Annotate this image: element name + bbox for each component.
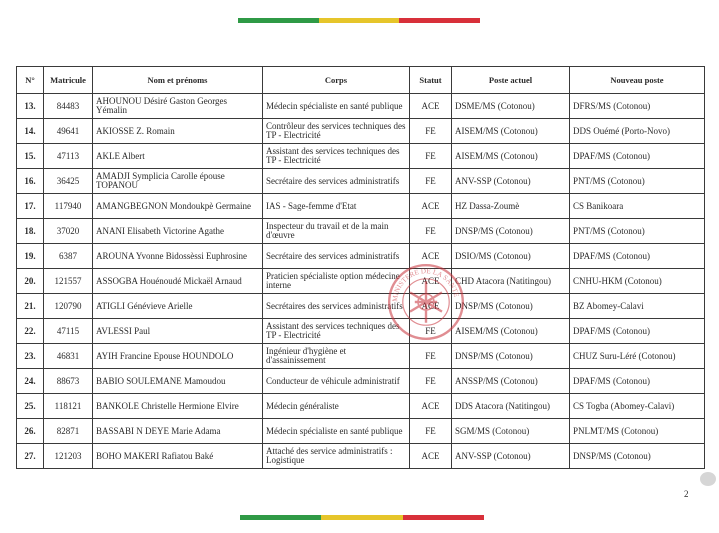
cell-poste-actuel: DSIO/MS (Cotonou) <box>452 244 570 269</box>
cell-nouveau-poste: CNHU-HKM (Cotonou) <box>570 269 705 294</box>
cell-corps: Conducteur de véhicule administratif <box>263 369 410 394</box>
flag-green-band <box>238 18 319 23</box>
table-row <box>17 444 705 469</box>
table-row <box>17 419 705 444</box>
cell-num: 19. <box>17 244 44 269</box>
cell-statut: ACE <box>410 194 452 219</box>
cell-statut: FE <box>410 219 452 244</box>
cell-num: 20. <box>17 269 44 294</box>
table-row <box>17 294 705 319</box>
cell-num: 15. <box>17 144 44 169</box>
table-row <box>17 244 705 269</box>
cell-num: 13. <box>17 94 44 119</box>
cell-statut: ACE <box>410 294 452 319</box>
cell-corps: Attaché des service administratifs : Logistique <box>263 444 410 469</box>
table-row <box>17 219 705 244</box>
cell-corps: Praticien spécialiste option médecine interne <box>263 269 410 294</box>
header-num: N° <box>17 67 44 94</box>
cell-corps: Secrétaires des services administratifs <box>263 294 410 319</box>
cell-poste-actuel: DNSP/MS (Cotonou) <box>452 294 570 319</box>
header-nouveau-poste: Nouveau poste <box>570 67 705 94</box>
cell-nom: BABIO SOULEMANE Mamoudou <box>93 369 263 394</box>
flag-yellow-band <box>321 515 402 520</box>
cell-matricule: 47113 <box>44 144 93 169</box>
header-statut: Statut <box>410 67 452 94</box>
cell-poste-actuel: AISEM/MS (Cotonou) <box>452 119 570 144</box>
cell-matricule: 121203 <box>44 444 93 469</box>
cell-nouveau-poste: DPAF/MS (Cotonou) <box>570 244 705 269</box>
cell-nom: AVLESSI Paul <box>93 319 263 344</box>
cell-nouveau-poste: DDS Ouémé (Porto-Novo) <box>570 119 705 144</box>
cell-poste-actuel: ANV-SSP (Cotonou) <box>452 169 570 194</box>
cell-nouveau-poste: DFRS/MS (Cotonou) <box>570 94 705 119</box>
cell-corps: Assistant des services techniques des TP - Electricité <box>263 319 410 344</box>
cell-nouveau-poste: CS Togba (Abomey-Calavi) <box>570 394 705 419</box>
table-row <box>17 169 705 194</box>
cell-corps: Médecin généraliste <box>263 394 410 419</box>
table-row <box>17 119 705 144</box>
cell-statut: FE <box>410 419 452 444</box>
cell-nom: ANANI Elisabeth Victorine Agathe <box>93 219 263 244</box>
cell-statut: FE <box>410 169 452 194</box>
cell-matricule: 118121 <box>44 394 93 419</box>
cell-corps: Inspecteur du travail et de la main d'œuvre <box>263 219 410 244</box>
flag-stripe-bottom <box>240 515 484 520</box>
cell-num: 25. <box>17 394 44 419</box>
cell-corps: Assistant des services techniques des TP - Electricité <box>263 144 410 169</box>
cell-num: 26. <box>17 419 44 444</box>
flag-red-band <box>399 18 480 23</box>
cell-poste-actuel: SGM/MS (Cotonou) <box>452 419 570 444</box>
flag-yellow-band <box>319 18 400 23</box>
cell-poste-actuel: CHD Atacora (Natitingou) <box>452 269 570 294</box>
cell-nouveau-poste: DPAF/MS (Cotonou) <box>570 369 705 394</box>
cell-nom: AKIOSSE Z. Romain <box>93 119 263 144</box>
cell-matricule: 84483 <box>44 94 93 119</box>
cell-num: 17. <box>17 194 44 219</box>
table-row <box>17 144 705 169</box>
table-row <box>17 319 705 344</box>
header-row <box>17 67 705 94</box>
cell-nouveau-poste: DPAF/MS (Cotonou) <box>570 319 705 344</box>
cell-matricule: 121557 <box>44 269 93 294</box>
cell-matricule: 36425 <box>44 169 93 194</box>
cell-poste-actuel: DNSP/MS (Cotonou) <box>452 219 570 244</box>
cell-num: 16. <box>17 169 44 194</box>
cell-corps: Contrôleur des services techniques des TP - Electricité <box>263 119 410 144</box>
cell-matricule: 37020 <box>44 219 93 244</box>
cell-poste-actuel: ANV-SSP (Cotonou) <box>452 444 570 469</box>
cell-nom: AYIH Francine Epouse HOUNDOLO <box>93 344 263 369</box>
cell-nom: AMANGBEGNON Mondoukpè Germaine <box>93 194 263 219</box>
table-row <box>17 194 705 219</box>
table-row <box>17 94 705 119</box>
cell-num: 21. <box>17 294 44 319</box>
header-poste-actuel: Poste actuel <box>452 67 570 94</box>
cell-nom: BOHO MAKERI Rafiatou Baké <box>93 444 263 469</box>
header-nom: Nom et prénoms <box>93 67 263 94</box>
cell-nouveau-poste: CHUZ Suru-Léré (Cotonou) <box>570 344 705 369</box>
cell-poste-actuel: DNSP/MS (Cotonou) <box>452 344 570 369</box>
cell-nom: AKLE Albert <box>93 144 263 169</box>
cell-statut: ACE <box>410 444 452 469</box>
cell-matricule: 6387 <box>44 244 93 269</box>
page-number: 2 <box>684 489 689 499</box>
cell-num: 22. <box>17 319 44 344</box>
cell-poste-actuel: AISEM/MS (Cotonou) <box>452 144 570 169</box>
cell-poste-actuel: AISEM/MS (Cotonou) <box>452 319 570 344</box>
cell-nom: ASSOGBA Houénoudé Mickaël Arnaud <box>93 269 263 294</box>
table-body <box>17 94 705 469</box>
cell-corps: Secrétaire des services administratifs <box>263 169 410 194</box>
cell-nom: ATIGLI Génévieve Arielle <box>93 294 263 319</box>
cell-nom: AHOUNOU Désiré Gaston Georges Yémalin <box>93 94 263 119</box>
cell-poste-actuel: DSME/MS (Cotonou) <box>452 94 570 119</box>
cell-nom: AMADJI Symplicia Carolle épouse TOPANOU <box>93 169 263 194</box>
svg-text:MINISTERE DE LA SANTE: MINISTERE DE LA SANTE <box>391 267 461 303</box>
cell-poste-actuel: DDS Atacora (Natitingou) <box>452 394 570 419</box>
cell-corps: Secrétaire des services administratifs <box>263 244 410 269</box>
cell-statut: FE <box>410 119 452 144</box>
cell-num: 18. <box>17 219 44 244</box>
cell-statut: FE <box>410 319 452 344</box>
table-row <box>17 269 705 294</box>
cell-matricule: 117940 <box>44 194 93 219</box>
cell-num: 24. <box>17 369 44 394</box>
cell-num: 14. <box>17 119 44 144</box>
cell-num: 23. <box>17 344 44 369</box>
table-header <box>17 67 705 94</box>
table-row <box>17 369 705 394</box>
cell-matricule: 47115 <box>44 319 93 344</box>
cell-matricule: 88673 <box>44 369 93 394</box>
cell-nouveau-poste: DPAF/MS (Cotonou) <box>570 144 705 169</box>
cell-nouveau-poste: PNT/MS (Cotonou) <box>570 219 705 244</box>
cell-statut: ACE <box>410 94 452 119</box>
cell-nom: BANKOLE Christelle Hermione Elvire <box>93 394 263 419</box>
table-row <box>17 394 705 419</box>
cell-matricule: 49641 <box>44 119 93 144</box>
cell-statut: FE <box>410 369 452 394</box>
cell-matricule: 120790 <box>44 294 93 319</box>
cell-matricule: 46831 <box>44 344 93 369</box>
header-corps: Corps <box>263 67 410 94</box>
cell-statut: FE <box>410 344 452 369</box>
flag-green-band <box>240 515 321 520</box>
cell-nom: BASSABI N DEYE Marie Adama <box>93 419 263 444</box>
cell-nouveau-poste: BZ Abomey-Calavi <box>570 294 705 319</box>
cell-statut: ACE <box>410 394 452 419</box>
scan-smudge <box>700 472 716 486</box>
cell-poste-actuel: ANSSP/MS (Cotonou) <box>452 369 570 394</box>
cell-corps: Médecin spécialiste en santé publique <box>263 94 410 119</box>
cell-poste-actuel: HZ Dassa-Zoumè <box>452 194 570 219</box>
flag-stripe-top <box>238 18 480 23</box>
cell-nom: AROUNA Yvonne Bidossèssi Euphrosine <box>93 244 263 269</box>
cell-corps: Médecin spécialiste en santé publique <box>263 419 410 444</box>
cell-statut: FE <box>410 144 452 169</box>
cell-statut: ACE <box>410 244 452 269</box>
assignment-table <box>16 66 705 469</box>
cell-statut: ACE <box>410 269 452 294</box>
cell-nouveau-poste: CS Banikoara <box>570 194 705 219</box>
cell-matricule: 82871 <box>44 419 93 444</box>
cell-corps: Ingénieur d'hygiène et d'assainissement <box>263 344 410 369</box>
header-matricule: Matricule <box>44 67 93 94</box>
cell-nouveau-poste: PNT/MS (Cotonou) <box>570 169 705 194</box>
cell-num: 27. <box>17 444 44 469</box>
cell-corps: IAS - Sage-femme d'Etat <box>263 194 410 219</box>
flag-red-band <box>403 515 484 520</box>
cell-nouveau-poste: PNLMT/MS (Cotonou) <box>570 419 705 444</box>
table-row <box>17 344 705 369</box>
cell-nouveau-poste: DNSP/MS (Cotonou) <box>570 444 705 469</box>
